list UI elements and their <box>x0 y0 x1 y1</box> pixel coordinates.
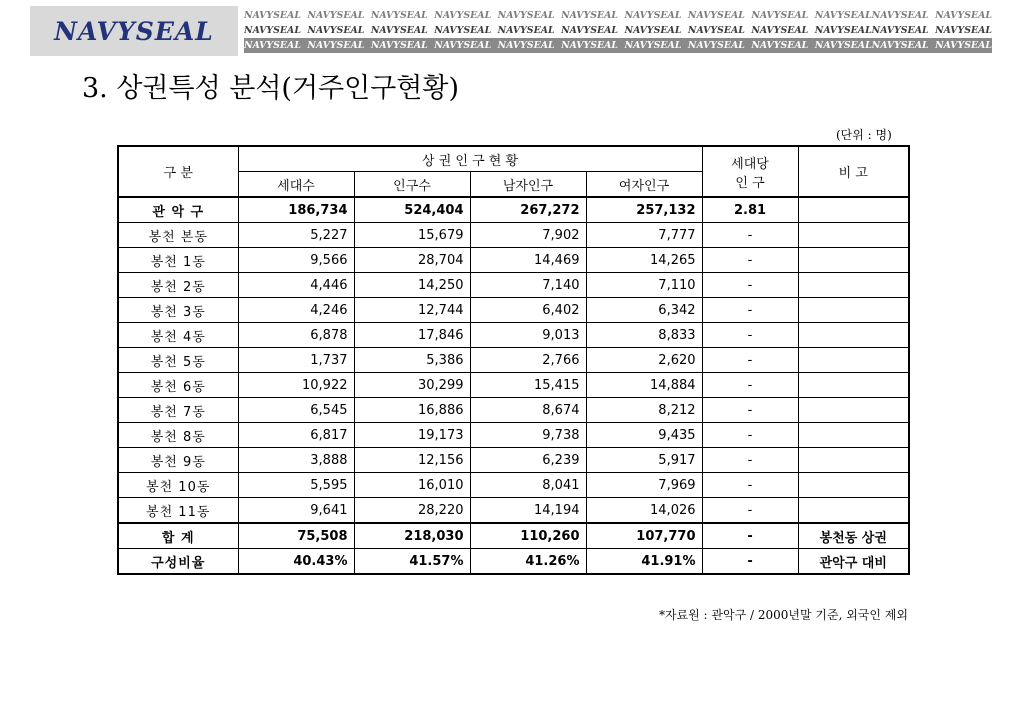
cell-name: 봉천 11동 <box>118 498 238 524</box>
cell-male: 6,402 <box>470 298 586 323</box>
cell-note <box>798 273 909 298</box>
cell-per: - <box>702 423 798 448</box>
cell-name: 봉천 3동 <box>118 298 238 323</box>
cell-population: 16,886 <box>354 398 470 423</box>
cell-note <box>798 298 909 323</box>
cell-households: 3,888 <box>238 448 354 473</box>
cell-female: 14,265 <box>586 248 702 273</box>
cell-note <box>798 448 909 473</box>
cell-female: 14,884 <box>586 373 702 398</box>
table-row <box>118 348 909 373</box>
cell-female: 14,026 <box>586 498 702 524</box>
cell-name: 구성비율 <box>118 549 238 575</box>
cell-households: 75,508 <box>238 523 354 549</box>
banner-line-1: NAVYSEAL NAVYSEAL NAVYSEAL NAVYSEAL NAVYSEAL NAVYSEAL NAVYSEAL NAVYSEAL NAVYSEAL NAVYSEALNAVYSEAL NAVYSEAL <box>244 10 992 21</box>
cell-population: 16,010 <box>354 473 470 498</box>
cell-female: 8,833 <box>586 323 702 348</box>
cell-note <box>798 223 909 248</box>
cell-name: 봉천 9동 <box>118 448 238 473</box>
cell-name: 봉천 1동 <box>118 248 238 273</box>
logo-text: NAVYSEAL <box>54 16 214 46</box>
cell-male: 7,140 <box>470 273 586 298</box>
cell-households: 186,734 <box>238 197 354 223</box>
cell-households: 6,878 <box>238 323 354 348</box>
logo-box <box>30 6 238 56</box>
table-row <box>118 298 909 323</box>
cell-note: 관악구 대비 <box>798 549 909 575</box>
cell-population: 30,299 <box>354 373 470 398</box>
cell-female: 2,620 <box>586 348 702 373</box>
header-note: 비 고 <box>798 146 909 197</box>
table-row <box>118 398 909 423</box>
cell-per: - <box>702 298 798 323</box>
header-per-household-line2: 인 구 <box>735 175 765 191</box>
cell-name: 봉천 8동 <box>118 423 238 448</box>
cell-per: - <box>702 549 798 575</box>
cell-female: 107,770 <box>586 523 702 549</box>
cell-female: 8,212 <box>586 398 702 423</box>
cell-per: - <box>702 398 798 423</box>
cell-population: 12,156 <box>354 448 470 473</box>
cell-per: - <box>702 223 798 248</box>
cell-population: 14,250 <box>354 273 470 298</box>
table-row <box>118 448 909 473</box>
cell-name: 봉천 4동 <box>118 323 238 348</box>
header-banner <box>244 8 992 56</box>
cell-households: 5,595 <box>238 473 354 498</box>
header-households: 세대수 <box>238 172 354 198</box>
cell-note <box>798 348 909 373</box>
cell-population: 28,704 <box>354 248 470 273</box>
cell-population: 12,744 <box>354 298 470 323</box>
cell-female: 5,917 <box>586 448 702 473</box>
cell-name: 관 악 구 <box>118 197 238 223</box>
cell-note <box>798 398 909 423</box>
cell-name: 봉천 5동 <box>118 348 238 373</box>
cell-male: 14,194 <box>470 498 586 524</box>
cell-male: 7,902 <box>470 223 586 248</box>
header-female: 여자인구 <box>586 172 702 198</box>
cell-male: 6,239 <box>470 448 586 473</box>
cell-female: 6,342 <box>586 298 702 323</box>
table-row <box>118 273 909 298</box>
cell-population: 15,679 <box>354 223 470 248</box>
cell-per: - <box>702 348 798 373</box>
header-population: 인구수 <box>354 172 470 198</box>
cell-note <box>798 498 909 524</box>
cell-population: 19,173 <box>354 423 470 448</box>
population-table <box>117 145 910 575</box>
cell-per: - <box>702 473 798 498</box>
cell-male: 267,272 <box>470 197 586 223</box>
cell-per: - <box>702 523 798 549</box>
cell-households: 6,545 <box>238 398 354 423</box>
cell-female: 9,435 <box>586 423 702 448</box>
header-category: 구 분 <box>118 146 238 197</box>
cell-name: 봉천 본동 <box>118 223 238 248</box>
cell-male: 8,041 <box>470 473 586 498</box>
cell-note <box>798 373 909 398</box>
cell-note <box>798 473 909 498</box>
cell-population: 28,220 <box>354 498 470 524</box>
cell-households: 1,737 <box>238 348 354 373</box>
banner-line-3: NAVYSEAL NAVYSEAL NAVYSEAL NAVYSEAL NAVYSEAL NAVYSEAL NAVYSEAL NAVYSEAL NAVYSEAL NAVYSEALNAVYSEAL NAVYSEAL <box>244 40 992 51</box>
cell-note <box>798 197 909 223</box>
cell-name: 봉천 7동 <box>118 398 238 423</box>
cell-female: 257,132 <box>586 197 702 223</box>
cell-households: 10,922 <box>238 373 354 398</box>
cell-note <box>798 323 909 348</box>
cell-male: 14,469 <box>470 248 586 273</box>
cell-male: 9,738 <box>470 423 586 448</box>
unit-label: (단위 : 명) <box>836 128 892 142</box>
cell-female: 7,110 <box>586 273 702 298</box>
cell-households: 40.43% <box>238 549 354 575</box>
cell-female: 41.91% <box>586 549 702 575</box>
cell-male: 2,766 <box>470 348 586 373</box>
cell-per: 2.81 <box>702 197 798 223</box>
cell-households: 4,246 <box>238 298 354 323</box>
cell-households: 4,446 <box>238 273 354 298</box>
cell-male: 15,415 <box>470 373 586 398</box>
cell-per: - <box>702 273 798 298</box>
page-title: 3. 상권특성 분석(거주인구현황) <box>82 73 459 104</box>
header-group: 상 권 인 구 현 황 <box>238 146 702 172</box>
cell-male: 9,013 <box>470 323 586 348</box>
table-row <box>118 423 909 448</box>
table-row <box>118 373 909 398</box>
header-male: 남자인구 <box>470 172 586 198</box>
cell-name: 봉천 6동 <box>118 373 238 398</box>
cell-female: 7,777 <box>586 223 702 248</box>
cell-male: 41.26% <box>470 549 586 575</box>
table-row <box>118 223 909 248</box>
cell-note: 봉천동 상권 <box>798 523 909 549</box>
table-row-total <box>118 197 909 223</box>
table-row-ratio <box>118 549 909 575</box>
cell-per: - <box>702 248 798 273</box>
cell-per: - <box>702 498 798 524</box>
header-per-household-line1: 세대당 <box>731 156 769 172</box>
cell-per: - <box>702 448 798 473</box>
cell-population: 17,846 <box>354 323 470 348</box>
table-row <box>118 473 909 498</box>
cell-population: 524,404 <box>354 197 470 223</box>
cell-households: 9,641 <box>238 498 354 524</box>
banner-line-2: NAVYSEAL NAVYSEAL NAVYSEAL NAVYSEAL NAVYSEAL NAVYSEAL NAVYSEAL NAVYSEAL NAVYSEAL NAVYSEALNAVYSEAL NAVYSEAL <box>244 25 992 36</box>
cell-male: 8,674 <box>470 398 586 423</box>
cell-name: 합 계 <box>118 523 238 549</box>
cell-per: - <box>702 323 798 348</box>
cell-households: 9,566 <box>238 248 354 273</box>
table-row <box>118 323 909 348</box>
table-row <box>118 498 909 524</box>
cell-male: 110,260 <box>470 523 586 549</box>
cell-households: 6,817 <box>238 423 354 448</box>
cell-population: 41.57% <box>354 549 470 575</box>
cell-name: 봉천 2동 <box>118 273 238 298</box>
cell-note <box>798 423 909 448</box>
source-note: *자료원 : 관악구 / 2000년말 기준, 외국인 제외 <box>658 608 908 622</box>
header-per-household <box>702 146 798 197</box>
cell-female: 7,969 <box>586 473 702 498</box>
cell-name: 봉천 10동 <box>118 473 238 498</box>
cell-population: 218,030 <box>354 523 470 549</box>
cell-note <box>798 248 909 273</box>
cell-population: 5,386 <box>354 348 470 373</box>
cell-per: - <box>702 373 798 398</box>
table-row <box>118 248 909 273</box>
cell-households: 5,227 <box>238 223 354 248</box>
table-row-sum <box>118 523 909 549</box>
